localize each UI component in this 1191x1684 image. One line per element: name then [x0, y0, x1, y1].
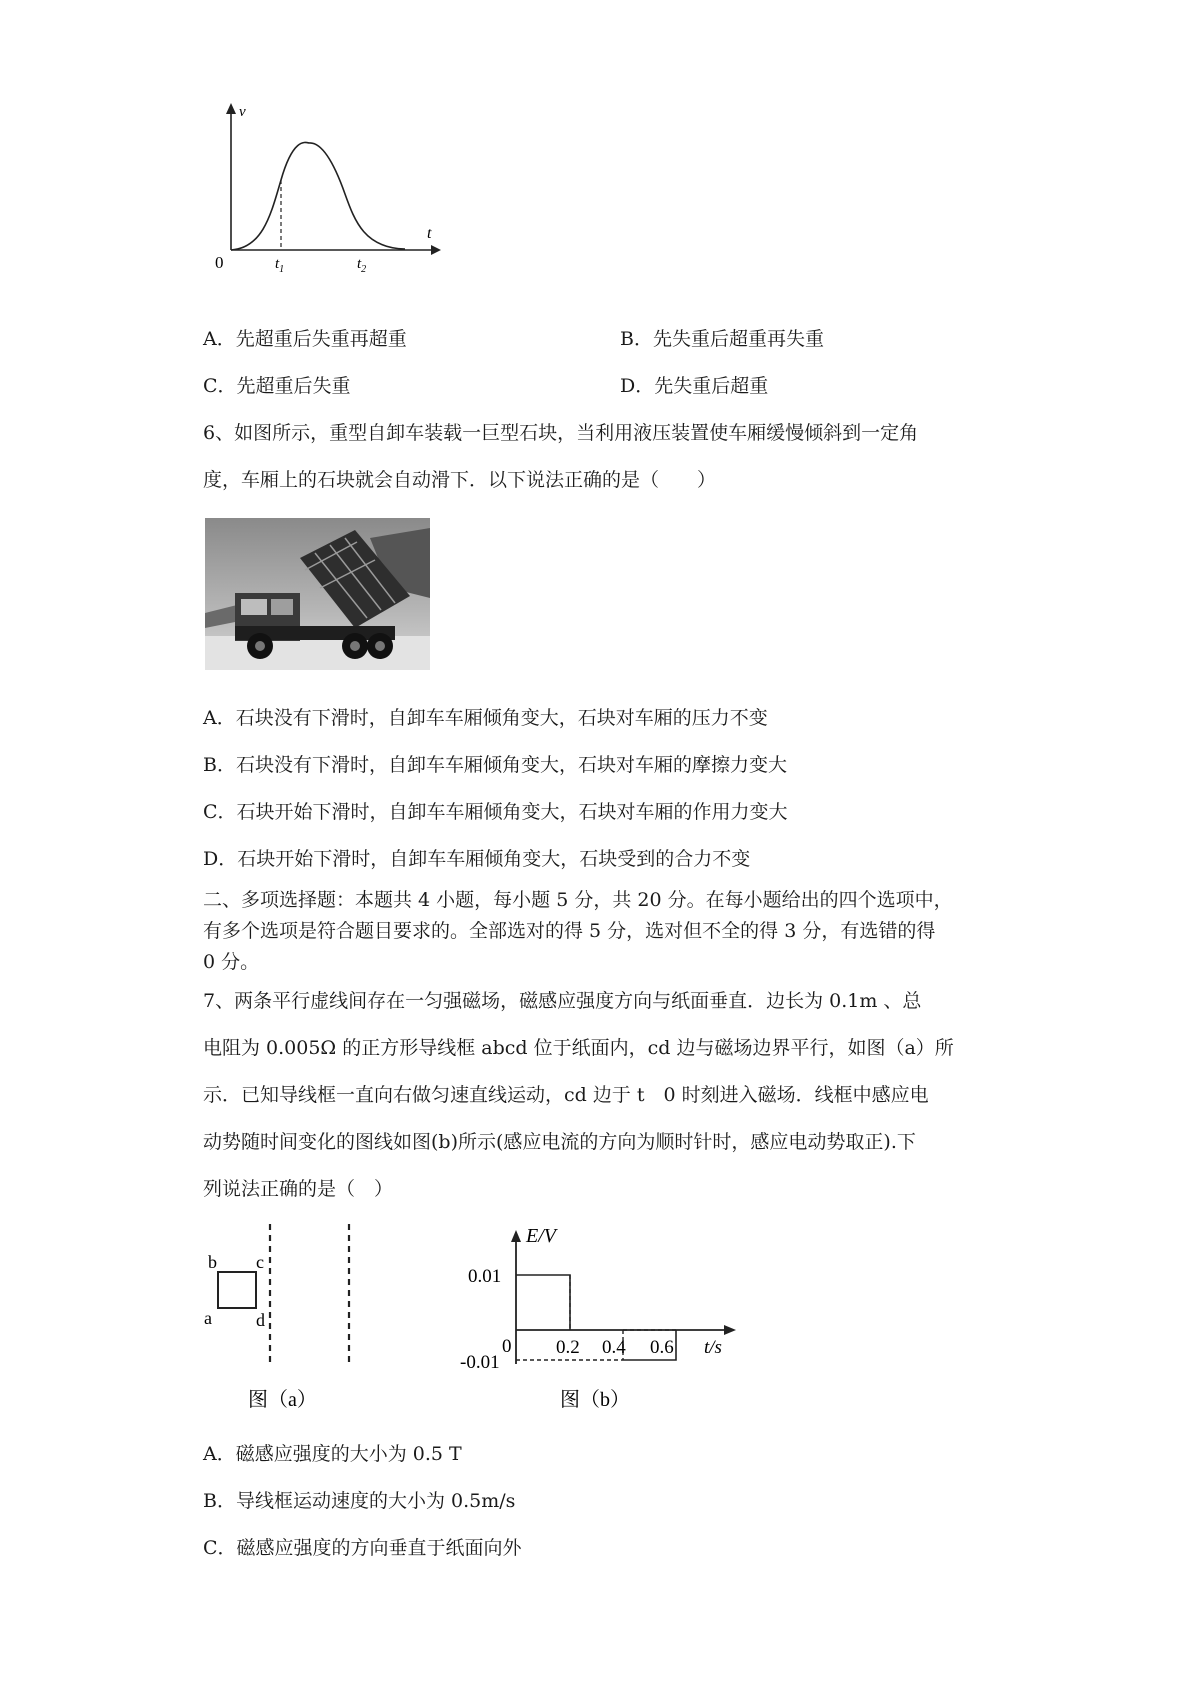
corner-d: d — [256, 1310, 265, 1330]
emf-y-label-text: E/V — [526, 1225, 556, 1247]
q6-stem-line1: 6、如图所示，重型自卸车装载一巨型石块，当利用液压装置使车厢缓慢倾斜到一定角 — [203, 422, 919, 444]
figure-a-caption: 图（a） — [248, 1389, 317, 1411]
vt-x-label: t — [427, 225, 432, 242]
vt-y-label: v — [239, 104, 246, 120]
q7-stem-line1: 7、两条平行虚线间存在一匀强磁场，磁感应强度方向与纸面垂直．边长为 0.1m 、总 — [203, 990, 922, 1012]
q7-option-c: C．磁感应强度的方向垂直于纸面向外 — [203, 1537, 522, 1559]
section2-line1: 二、多项选择题：本题共 4 小题，每小题 5 分，共 20 分。在每小题给出的四个选项中， — [203, 889, 953, 911]
dump-truck-photo — [205, 518, 430, 670]
corner-c: c — [256, 1252, 264, 1272]
vt-t1-subscript: 1 — [279, 264, 285, 275]
vt-t1-label: t — [275, 256, 280, 272]
q5-option-d: D．先失重后超重 — [620, 375, 769, 397]
section2-line3: 0 分。 — [203, 951, 260, 973]
emf-y-tick-pos: 0.01 — [468, 1266, 502, 1287]
q7-stem-line2: 电阻为 0.005Ω 的正方形导线框 abcd 位于纸面内，cd 边与磁场边界平行，如图（a）所 — [203, 1037, 954, 1059]
svg-text:t2 — [357, 256, 366, 275]
emf-x-tick-0: 0 — [502, 1336, 512, 1357]
section2-line2: 有多个选项是符合题目要求的。全部选对的得 5 分，选对但不全的得 3 分，有选错的得 — [203, 920, 936, 942]
emf-y-tick-neg: -0.01 — [460, 1352, 500, 1373]
emf-x-label: t/s — [704, 1337, 722, 1358]
vt-origin-label: 0 — [215, 253, 224, 272]
q6-stem-line2: 度，车厢上的石块就会自动滑下．以下说法正确的是（ ） — [203, 469, 717, 491]
q6-option-c: C．石块开始下滑时，自卸车车厢倾角变大，石块对车厢的作用力变大 — [203, 801, 788, 823]
emf-x-tick-04: 0.4 — [602, 1337, 626, 1358]
corner-a: a — [204, 1308, 212, 1328]
q7-option-a: A．磁感应强度的大小为 0.5 T — [203, 1443, 462, 1465]
vt-t2-subscript: 2 — [361, 264, 367, 275]
q7-option-b: B．导线框运动速度的大小为 0.5m/s — [203, 1490, 516, 1512]
q6-option-d: D．石块开始下滑时，自卸车车厢倾角变大，石块受到的合力不变 — [203, 848, 751, 870]
emf-x-tick-02: 0.2 — [556, 1337, 580, 1358]
q7-stem-line5: 列说法正确的是（ ） — [203, 1178, 394, 1200]
corner-b: b — [208, 1252, 217, 1272]
q7-stem-line4: 动势随时间变化的图线如图(b)所示(感应电流的方向为顺时针时，感应电动势取正).下 — [203, 1131, 916, 1153]
q6-option-a: A．石块没有下滑时，自卸车车厢倾角变大，石块对车厢的压力不变 — [203, 707, 768, 729]
q5-option-c: C．先超重后失重 — [203, 375, 351, 397]
figure-b-caption: 图（b） — [560, 1389, 630, 1411]
q6-option-b: B．石块没有下滑时，自卸车车厢倾角变大，石块对车厢的摩擦力变大 — [203, 754, 787, 776]
vt-t2-label: t — [357, 256, 362, 272]
figure-b-emf-graph — [460, 1222, 750, 1422]
emf-y-label — [525, 1225, 559, 1247]
velocity-time-graph — [205, 98, 445, 288]
figure-a-wire-frame — [200, 1222, 370, 1422]
q7-stem-line3: 示．已知导线框一直向右做匀速直线运动，cd 边于 t 0 时刻进入磁场．线框中感应电 — [203, 1084, 929, 1106]
emf-x-tick-06: 0.6 — [650, 1337, 674, 1358]
q5-option-a: A．先超重后失重再超重 — [203, 328, 407, 350]
svg-text:t1 — [275, 256, 284, 275]
q5-option-b: B．先失重后超重再失重 — [620, 328, 824, 350]
